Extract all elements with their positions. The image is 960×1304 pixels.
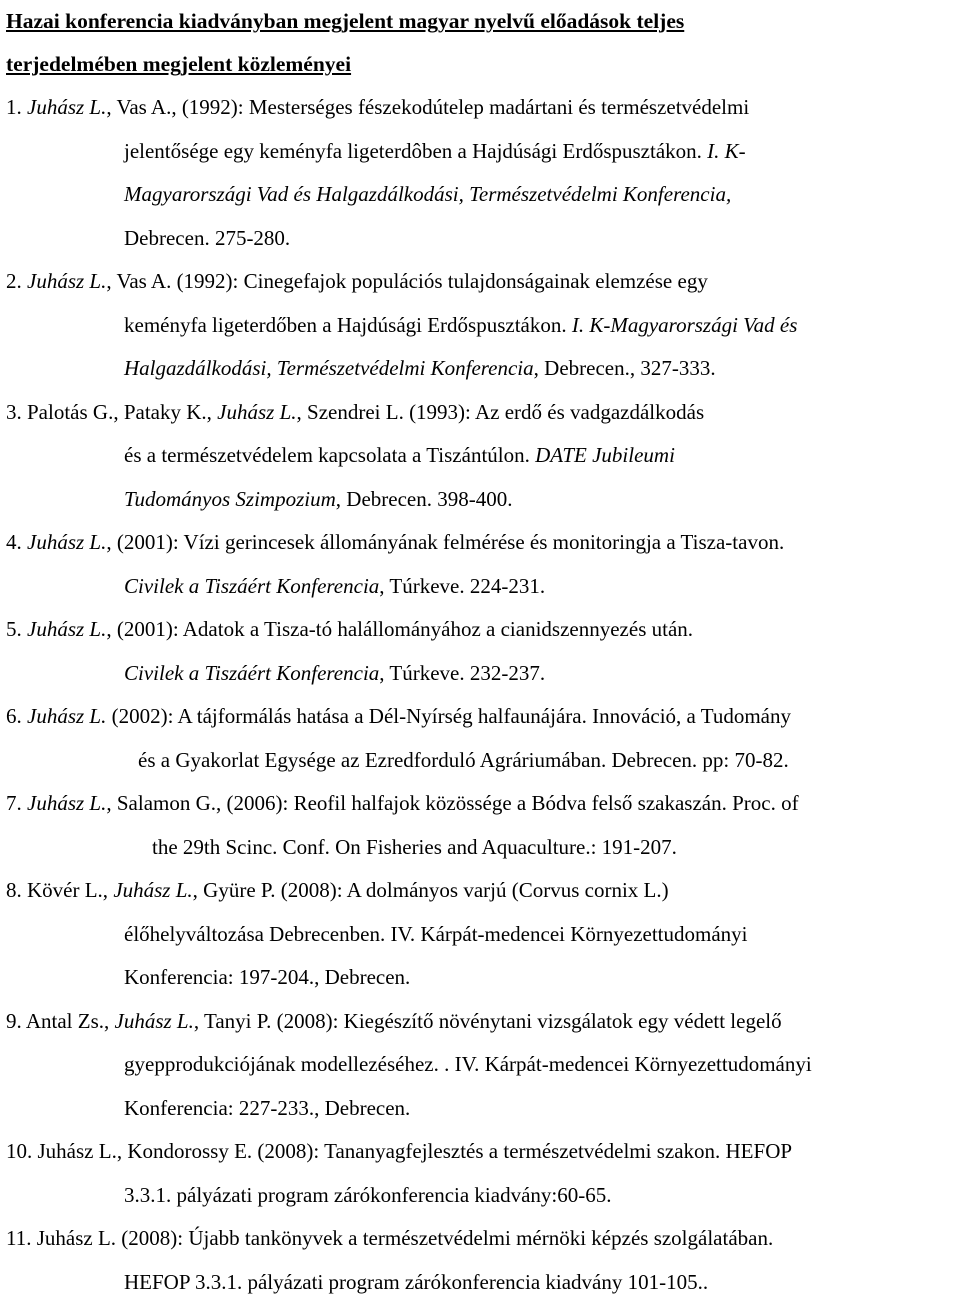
text: 5.: [6, 617, 27, 641]
publication-line: [0, 1174, 960, 1218]
publication-line: [0, 1043, 960, 1087]
italic-text: Juhász L.: [27, 269, 106, 293]
italic-text: Juhász L.: [27, 95, 106, 119]
text: és a természetvédelem kapcsolata a Tiszántúlon.: [124, 443, 535, 467]
publication-line: [0, 782, 960, 826]
publication-line: [0, 913, 960, 957]
publication-line: [0, 130, 960, 174]
text: the 29th Scinc. Conf. On Fisheries and Aquaculture.: 191-207.: [152, 835, 677, 859]
italic-text: DATE Jubileumi: [535, 443, 675, 467]
publication-line: [0, 1000, 960, 1044]
publication-entry: [0, 86, 960, 260]
publication-entry: [0, 1217, 960, 1304]
italic-text: I. K-: [707, 139, 746, 163]
text: 8. Kövér L.,: [6, 878, 113, 902]
publication-line: [0, 739, 960, 783]
publication-line: [0, 695, 960, 739]
publication-entry: [0, 695, 960, 782]
publication-entry: [0, 1130, 960, 1217]
text: Konferencia: 197-204., Debrecen.: [124, 965, 410, 989]
italic-text: Tudományos Szimpozium: [124, 487, 336, 511]
publication-entry: [0, 391, 960, 522]
publication-line: [0, 391, 960, 435]
italic-text: Civilek a Tiszáért Konferencia: [124, 661, 379, 685]
publication-entry: [0, 608, 960, 695]
publication-line: [0, 1261, 960, 1304]
italic-text: Juhász L.: [113, 878, 192, 902]
publication-entry: [0, 521, 960, 608]
text: , Szendrei L. (1993): Az erdő és vadgazdálkodás: [297, 400, 705, 424]
publication-line: [0, 1217, 960, 1261]
text: , Vas A. (1992): Cinegefajok populációs tulajdonságainak elemzése egy: [106, 269, 707, 293]
text: 1.: [6, 95, 27, 119]
publication-line: [0, 434, 960, 478]
text: HEFOP 3.3.1. pályázati program zárókonferencia kiadvány 101-105..: [124, 1270, 708, 1294]
text: Konferencia: 227-233., Debrecen.: [124, 1096, 410, 1120]
italic-text: Juhász L.: [217, 400, 296, 424]
italic-text: Juhász L.: [115, 1009, 194, 1033]
publication-line: [0, 1130, 960, 1174]
italic-text: Magyarországi Vad és Halgazdálkodási, Természetvédelmi Konferencia,: [124, 182, 731, 206]
text: élőhelyváltozása Debrecenben. IV. Kárpát-medencei Környezettudományi: [124, 922, 748, 946]
publication-line: [0, 478, 960, 522]
publication-line: [0, 1087, 960, 1131]
text: gyepprodukciójának modellezéséhez. . IV. Kárpát-medencei Környezettudományi: [124, 1052, 812, 1076]
text: 6.: [6, 704, 27, 728]
text: 11. Juhász L. (2008): Újabb tankönyvek a természetvédelmi mérnöki képzés szolgálatában.: [6, 1226, 773, 1250]
italic-text: Civilek a Tiszáért Konferencia: [124, 574, 379, 598]
publication-line: [0, 826, 960, 870]
text: , Debrecen. 398-400.: [336, 487, 513, 511]
text: , Salamon G., (2006): Reofil halfajok közössége a Bódva felső szakaszán. Proc. of: [106, 791, 798, 815]
text: , Vas A., (1992): Mesterséges fészekodútelep madártani és természetvédelmi: [106, 95, 749, 119]
text: jelentősége egy keményfa ligeterdôben a Hajdúsági Erdőspusztákon.: [124, 139, 707, 163]
text: , (2001): Adatok a Tisza-tó halállományához a cianidszennyezés után.: [106, 617, 693, 641]
publication-line: [0, 652, 960, 696]
publication-line: [0, 565, 960, 609]
text: , Gyüre P. (2008): A dolmányos varjú (Corvus cornix L.): [193, 878, 669, 902]
text: keményfa ligeterdőben a Hajdúsági Erdőspusztákon.: [124, 313, 572, 337]
publication-line: [0, 217, 960, 261]
italic-text: Juhász L.: [27, 530, 106, 554]
publication-entry: [0, 869, 960, 1000]
text: 7.: [6, 791, 27, 815]
publication-line: [0, 608, 960, 652]
text: Debrecen. 275-280.: [124, 226, 290, 250]
publication-line: [0, 521, 960, 565]
text: , Tanyi P. (2008): Kiegészítő növénytani vizsgálatok egy védett legelő: [194, 1009, 782, 1033]
publication-entry: [0, 782, 960, 869]
page-title: [6, 0, 946, 86]
page-title-line-1: Hazai konferencia kiadványban megjelent magyar nyelvű előadások teljes: [6, 0, 946, 43]
italic-text: Halgazdálkodási, Természetvédelmi Konferencia: [124, 356, 534, 380]
text: , (2001): Vízi gerincesek állományának felmérése és monitoringja a Tisza-tavon.: [106, 530, 784, 554]
page-title-line-2: terjedelmében megjelent közleményei: [6, 43, 946, 86]
publication-entry: [0, 260, 960, 391]
text: 9. Antal Zs.,: [6, 1009, 115, 1033]
text: 10. Juhász L., Kondorossy E. (2008): Tananyagfejlesztés a természetvédelmi szakon. HEFOP: [6, 1139, 792, 1163]
text: és a Gyakorlat Egysége az Ezredforduló Agráriumában. Debrecen. pp: 70-82.: [138, 748, 789, 772]
publication-line: [0, 86, 960, 130]
publication-line: [0, 869, 960, 913]
text: , Debrecen., 327-333.: [534, 356, 716, 380]
text: 3. Palotás G., Pataky K.,: [6, 400, 217, 424]
publication-line: [0, 347, 960, 391]
text: 3.3.1. pályázati program zárókonferencia kiadvány:60-65.: [124, 1183, 611, 1207]
text: , Túrkeve. 232-237.: [379, 661, 545, 685]
publication-line: [0, 304, 960, 348]
italic-text: Juhász L.: [27, 791, 106, 815]
text: , Túrkeve. 224-231.: [379, 574, 545, 598]
italic-text: I. K-Magyarországi Vad és: [572, 313, 798, 337]
italic-text: Juhász L.: [27, 704, 106, 728]
publication-line: [0, 260, 960, 304]
publication-list: [0, 86, 960, 1304]
publication-line: [0, 173, 960, 217]
publication-line: [0, 956, 960, 1000]
text: 2.: [6, 269, 27, 293]
text: 4.: [6, 530, 27, 554]
italic-text: Juhász L.: [27, 617, 106, 641]
text: (2002): A tájformálás hatása a Dél-Nyírség halfaunájára. Innováció, a Tudomány: [106, 704, 791, 728]
publication-entry: [0, 1000, 960, 1131]
